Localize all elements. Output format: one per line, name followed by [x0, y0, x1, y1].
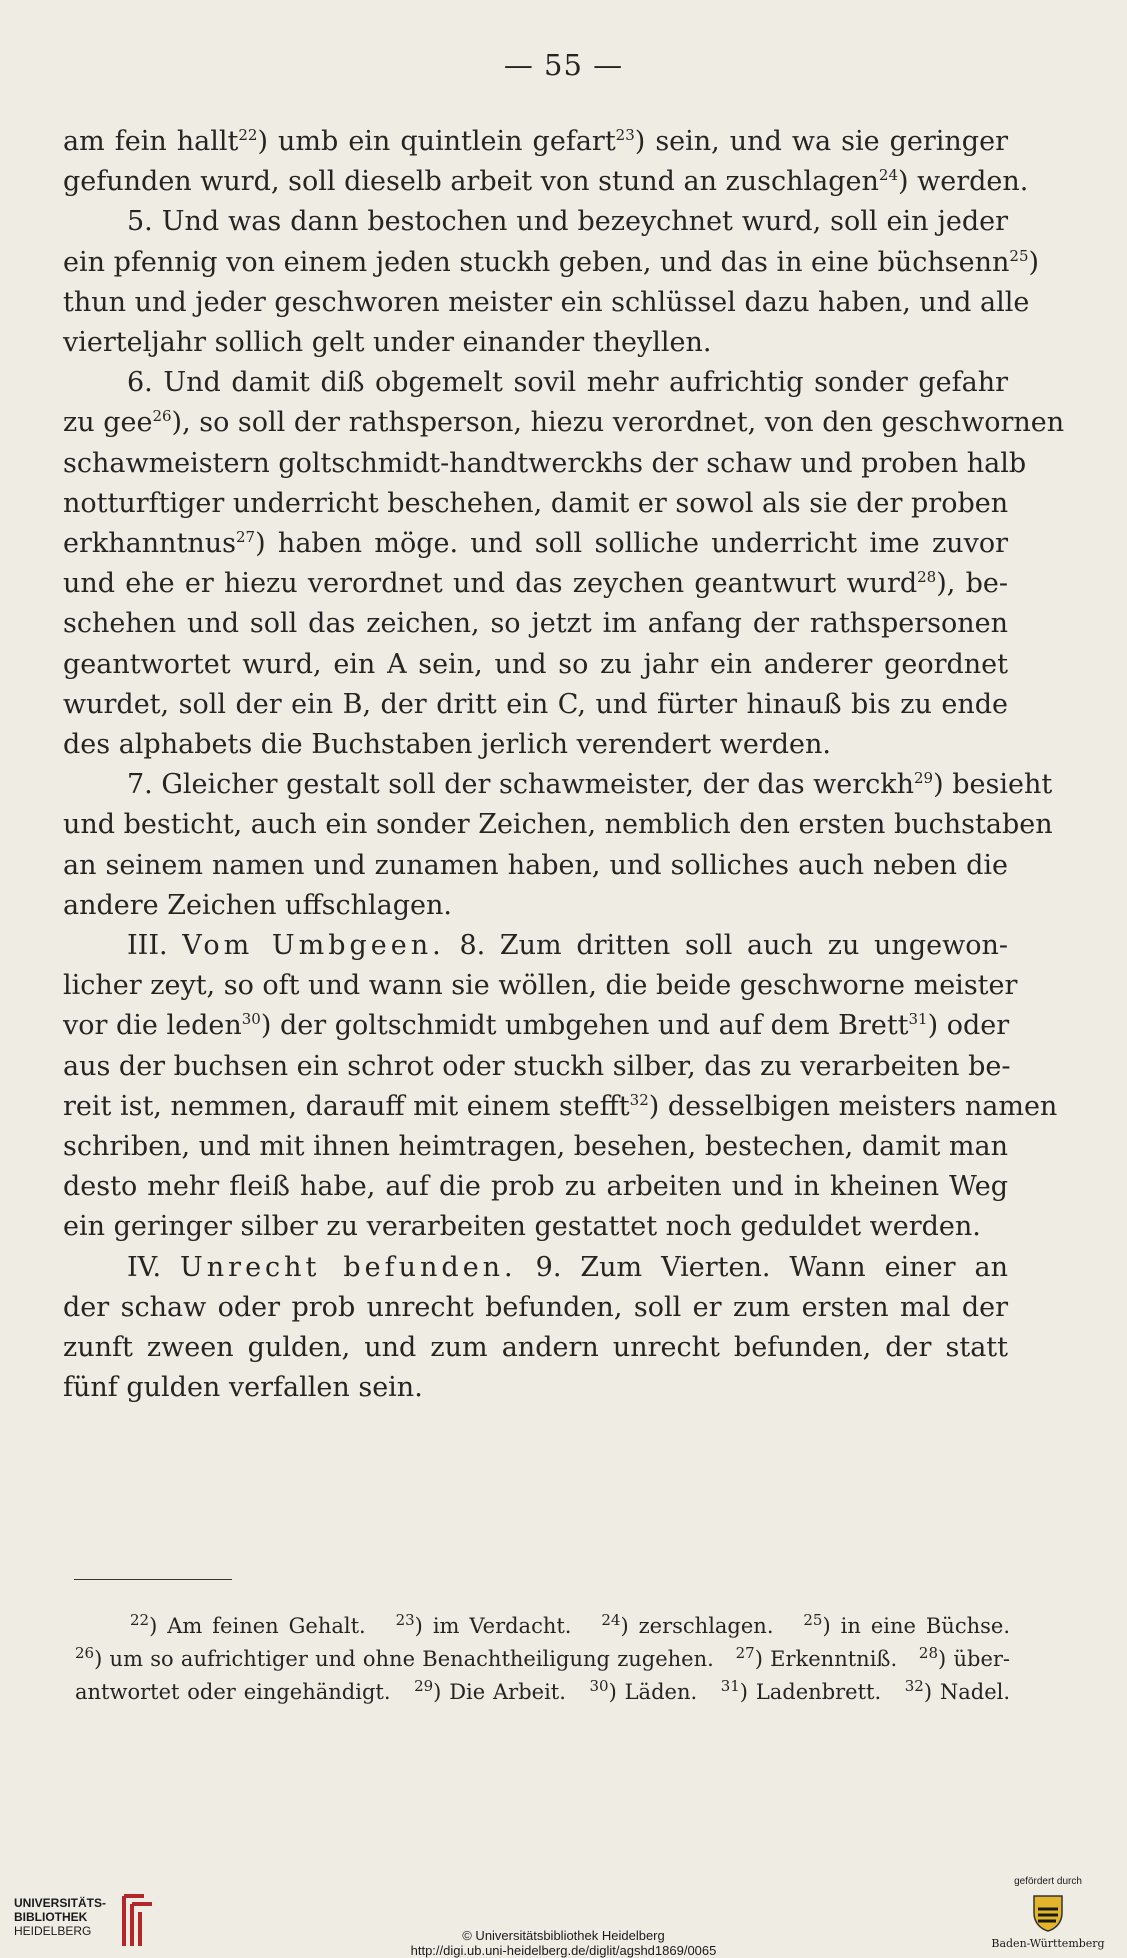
- text-line: am fein hallt$^{22}$) umb ein quintlein gefart$^{23}$) sein, und wa sie geringer: [63, 126, 1008, 157]
- text-line: schriben, und mit ihnen heimtragen, besehen, bestechen, damit man: [63, 1131, 1008, 1163]
- footer: [0, 1862, 1127, 1958]
- text-line: vor die leden$^{30}$) der goltschmidt umbgehen und auf dem Brett$^{31}$) oder: [63, 1010, 1010, 1042]
- text-line: und besticht, auch ein sonder Zeichen, nemblich den ersten buchstaben: [63, 809, 1053, 841]
- text-line: reit ist, nemmen, darauff mit einem stefft$^{32}$) desselbigen meisters namen: [63, 1090, 1058, 1122]
- section-title: Unrecht befunden.: [180, 1251, 517, 1283]
- text-line: und ehe er hiezu verordnet und das zeychen geantwurt wurd$^{28}$), be-: [63, 568, 1008, 600]
- text-line: an seinem namen und zunamen haben, und solliches auch neben die: [63, 849, 1008, 881]
- sponsor-label: gefördert durch: [1014, 1876, 1082, 1887]
- text-line: notturftiger underricht beschehen, damit er sowol als sie der proben: [63, 487, 1009, 519]
- text-line: der schaw oder prob unrecht befunden, soll er zum ersten mal der: [63, 1291, 1008, 1323]
- text-line: des alphabets die Buchstaben jerlich verendert werden.: [63, 729, 831, 761]
- text-line: ein geringer silber zu verarbeiten gestattet noch geduldet werden.: [63, 1211, 981, 1243]
- sponsor-name: Baden-Württemberg: [991, 1937, 1105, 1950]
- text-line: zu gee$^{26}$), so soll der rathsperson, hiezu verordnet, von den geschwornen: [63, 407, 1065, 439]
- text-line: fünf gulden verfallen sein.: [63, 1372, 423, 1404]
- section-title: Vom Umbgeen.: [182, 930, 445, 962]
- coat-of-arms-icon: [1031, 1893, 1065, 1933]
- source-url: http://digi.ub.uni-heidelberg.de/diglit/agshd1869/0065: [410, 1943, 717, 1958]
- library-logo-text: UNIVERSITÄTS- BIBLIOTHEK HEIDELBERG: [14, 1896, 107, 1938]
- section-heading-line: III. Vom Umbgeen. 8. Zum dritten soll auch zu ungewon-: [127, 930, 1008, 962]
- text-line: 7. Gleicher gestalt soll der schawmeister, der das werckh$^{29}$) besieht: [127, 769, 1053, 801]
- footnote-line: antwortet oder eingehändigt. $^{29}$) Die Arbeit. $^{30}$) Läden. $^{31}$) Ladenbrett. $^{32}$) Nadel.: [75, 1677, 1011, 1704]
- section-number: III.: [127, 930, 168, 962]
- body-text: [63, 122, 1065, 1409]
- text-line: thun und jeder geschworen meister ein schlüssel dazu haben, und alle: [63, 286, 1030, 318]
- section-number: IV.: [127, 1251, 162, 1283]
- text-line: geantwortet wurd, ein A sein, und so zu jahr ein anderer geordnet: [63, 648, 1008, 680]
- page-number: — 55 —: [503, 48, 624, 82]
- text-line: licher zeyt, so oft und wann sie wöllen, die beide geschworne meister: [63, 970, 1018, 1002]
- text-line: schehen und soll das zeichen, so jetzt im anfang der rathspersonen: [63, 608, 1008, 640]
- footnote-line: $^{26}$) um so aufrichtiger und ohne Benachtheiligung zugehen. $^{27}$) Erkenntniß. $^{28}$) über-: [75, 1644, 1011, 1671]
- text-line: ein pfennig von einem jeden stuckh geben, und das in eine büchsenn$^{25}$): [63, 246, 1040, 278]
- section-heading-line: IV. Unrecht befunden. 9. Zum Vierten. Wann einer an: [127, 1251, 1008, 1283]
- text-line: gefunden wurd, soll dieselb arbeit von stund an zuschlagen$^{24}$) werden.: [63, 166, 1029, 198]
- copyright-notice: © Universitätsbibliothek Heidelberg http://digi.ub.uni-heidelberg.de/diglit/agshd1869/0065: [0, 1928, 1127, 1958]
- sponsor: [983, 1876, 1113, 1950]
- footnote-line: $^{22}$) Am feinen Gehalt. $^{23}$) im Verdacht. $^{24}$) zerschlagen. $^{25}$) in eine Büchse.: [130, 1611, 1011, 1638]
- text-line: aus der buchsen ein schrot oder stuckh silber, das zu verarbeiten be-: [63, 1050, 1011, 1082]
- text-line: desto mehr fleiß habe, auf die prob zu arbeiten und in kheinen Weg: [63, 1171, 1008, 1203]
- footnote-divider: [74, 1579, 232, 1580]
- text-line: 5. Und was dann bestochen und bezeychnet wurd, soll ein jeder: [127, 206, 1008, 238]
- text-line: andere Zeichen uffschlagen.: [63, 889, 452, 921]
- footnotes: [75, 1610, 1010, 1709]
- text-line: 6. Und damit diß obgemelt sovil mehr aufrichtig sonder gefahr: [127, 367, 1008, 399]
- text-line: schawmeistern goltschmidt-handtwerckhs der schaw und proben halb: [63, 447, 1027, 479]
- text-line: wurdet, soll der ein B, der dritt ein C, und fürter hinauß bis zu ende: [63, 688, 1008, 720]
- text-line: vierteljahr sollich gelt under einander theyllen.: [63, 327, 712, 359]
- text-line: zunft zween gulden, und zum andern unrecht befunden, der statt: [63, 1332, 1008, 1364]
- text-line: erkhanntnus$^{27}$) haben möge. und soll solliche underricht ime zuvor: [63, 528, 1008, 560]
